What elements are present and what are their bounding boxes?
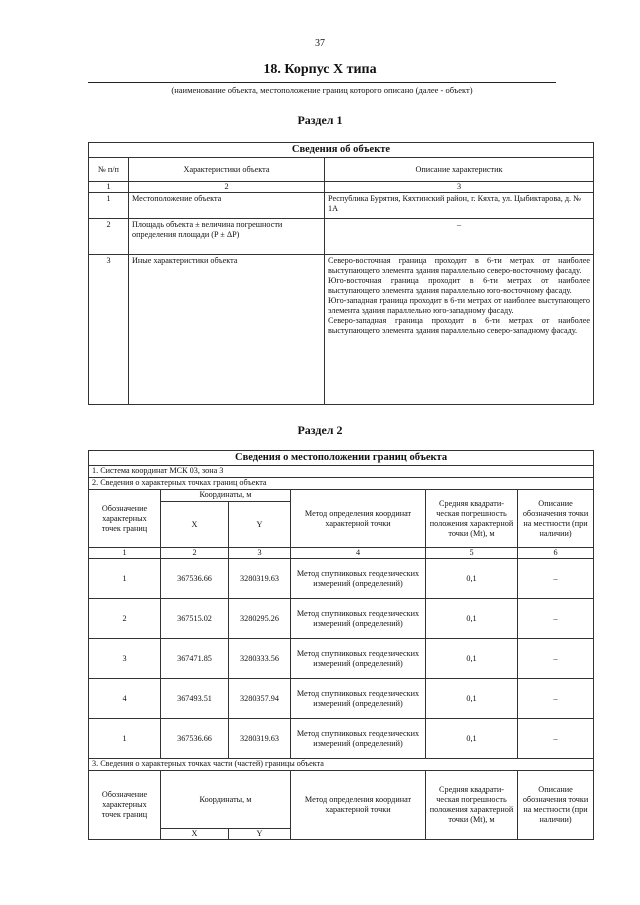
boundary-northeast: Северо-восточная граница проходит в 6-ти метрах от наиболее выступающего элемента здания параллельно северо-восточному фасаду. xyxy=(328,256,590,275)
point-error: 0,1 xyxy=(426,679,518,719)
row-num: 3 xyxy=(89,255,129,405)
col-header-x: X xyxy=(161,829,229,840)
point-method: Метод спутниковых геодезических измерений (определений) xyxy=(291,559,426,599)
point-y: 3280333.56 xyxy=(229,639,291,679)
col-header-method: Метод определения координат характерной точки xyxy=(291,771,426,840)
boundary-southwest: Юго-западная граница проходит в 6-ти метрах от наиболее выступающего элемента здания параллельно юго-западному фасаду. xyxy=(328,296,590,315)
col-header-description: Описание обозначения точки на местности (при наличии) xyxy=(518,490,594,548)
point-error: 0,1 xyxy=(426,719,518,759)
boundary-southeast: Юго-восточная граница проходит в 6-ти метрах от наиболее выступающего элемента здания параллельно юго-восточному фасаду. xyxy=(328,276,590,295)
point-y: 3280357.94 xyxy=(229,679,291,719)
col-header-error: Средняя квадрати-ческая погрешность положения характерной точки (Mt), м xyxy=(426,771,518,840)
col-header-point: Обозначение характерных точек границ xyxy=(89,490,161,548)
col-header-num: № п/п xyxy=(89,158,129,182)
point-method: Метод спутниковых геодезических измерений (определений) xyxy=(291,639,426,679)
index-cell: 3 xyxy=(229,548,291,559)
col-header-point: Обозначение характерных точек границ xyxy=(89,771,161,840)
page-number: 37 xyxy=(315,38,325,49)
boundary-northwest: Северо-западная граница проходит в 6-ти метрах от наиболее выступающего элемента здания параллельно северо-западному фасаду. xyxy=(328,316,590,335)
col-header-y: Y xyxy=(229,502,291,548)
point-method: Метод спутниковых геодезических измерений (определений) xyxy=(291,679,426,719)
index-cell: 2 xyxy=(161,548,229,559)
subsection-3-title: 3. Сведения о характерных точках части (частей) границы объекта xyxy=(89,759,594,771)
index-cell: 2 xyxy=(129,182,325,193)
section1-heading: Раздел 1 xyxy=(297,113,343,127)
table-row xyxy=(89,255,594,405)
point-y: 3280319.63 xyxy=(229,719,291,759)
index-cell: 6 xyxy=(518,548,594,559)
col-header-description: Описание обозначения точки на местности (при наличии) xyxy=(518,771,594,840)
index-cell: 1 xyxy=(89,182,129,193)
col-header-coordinates: Координаты, м xyxy=(161,490,291,502)
row-characteristic: Площадь объекта ± величина погрешности определения площади (P ± ΔP) xyxy=(129,219,325,255)
row-characteristic: Местоположение объекта xyxy=(129,193,325,219)
object-table-title: Сведения об объекте xyxy=(89,143,594,158)
point-error: 0,1 xyxy=(426,559,518,599)
title-underline xyxy=(88,82,556,83)
point-y: 3280319.63 xyxy=(229,559,291,599)
index-cell: 4 xyxy=(291,548,426,559)
col-header-y: Y xyxy=(229,829,291,840)
section2-heading: Раздел 2 xyxy=(297,423,343,437)
point-x: 367471.85 xyxy=(161,639,229,679)
subsection-2-title: 2. Сведения о характерных точках границ объекта xyxy=(89,478,594,490)
point-x: 367493.51 xyxy=(161,679,229,719)
object-info-table xyxy=(88,142,594,405)
boundary-table-title: Сведения о местоположении границ объекта xyxy=(89,451,594,466)
table-row xyxy=(89,679,594,719)
point-x: 367536.66 xyxy=(161,719,229,759)
point-x: 367515.02 xyxy=(161,599,229,639)
point-description: – xyxy=(518,639,594,679)
point-y: 3280295.26 xyxy=(229,599,291,639)
point-description: – xyxy=(518,719,594,759)
col-header-description: Описание характеристик xyxy=(325,158,594,182)
point-id: 3 xyxy=(89,639,161,679)
col-header-error: Средняя квадрати-ческая погрешность положения характерной точки (Mt), м xyxy=(426,490,518,548)
point-description: – xyxy=(518,599,594,639)
table-row xyxy=(89,719,594,759)
index-cell: 3 xyxy=(325,182,594,193)
point-description: – xyxy=(518,559,594,599)
point-id: 2 xyxy=(89,599,161,639)
index-cell: 1 xyxy=(89,548,161,559)
point-id: 1 xyxy=(89,719,161,759)
index-cell: 5 xyxy=(426,548,518,559)
col-header-method: Метод определения координат характерной точки xyxy=(291,490,426,548)
point-error: 0,1 xyxy=(426,639,518,679)
point-x: 367536.66 xyxy=(161,559,229,599)
point-method: Метод спутниковых геодезических измерений (определений) xyxy=(291,599,426,639)
row-description: – xyxy=(325,219,594,255)
row-num: 1 xyxy=(89,193,129,219)
point-description: – xyxy=(518,679,594,719)
table-row xyxy=(89,599,594,639)
col-header-characteristic: Характеристики объекта xyxy=(129,158,325,182)
row-characteristic: Иные характеристики объекта xyxy=(129,255,325,405)
col-header-x: X xyxy=(161,502,229,548)
row-num: 2 xyxy=(89,219,129,255)
page-subtitle: (наименование объекта, местоположение границ которого описано (далее - объект) xyxy=(171,85,473,95)
point-method: Метод спутниковых геодезических измерений (определений) xyxy=(291,719,426,759)
page-title: 18. Корпус Х типа xyxy=(263,62,377,77)
coordinate-system: 1. Система координат МСК 03, зона 3 xyxy=(89,466,594,478)
table-row xyxy=(89,559,594,599)
table-row xyxy=(89,193,594,219)
col-header-coordinates: Координаты, м xyxy=(161,771,291,829)
point-id: 4 xyxy=(89,679,161,719)
boundary-location-table xyxy=(88,450,594,840)
point-error: 0,1 xyxy=(426,599,518,639)
point-id: 1 xyxy=(89,559,161,599)
table-row xyxy=(89,639,594,679)
row-description: Республика Бурятия, Кяхтинский район, г. Кяхта, ул. Цыбиктарова, д. № 1А xyxy=(325,193,594,219)
table-row xyxy=(89,219,594,255)
